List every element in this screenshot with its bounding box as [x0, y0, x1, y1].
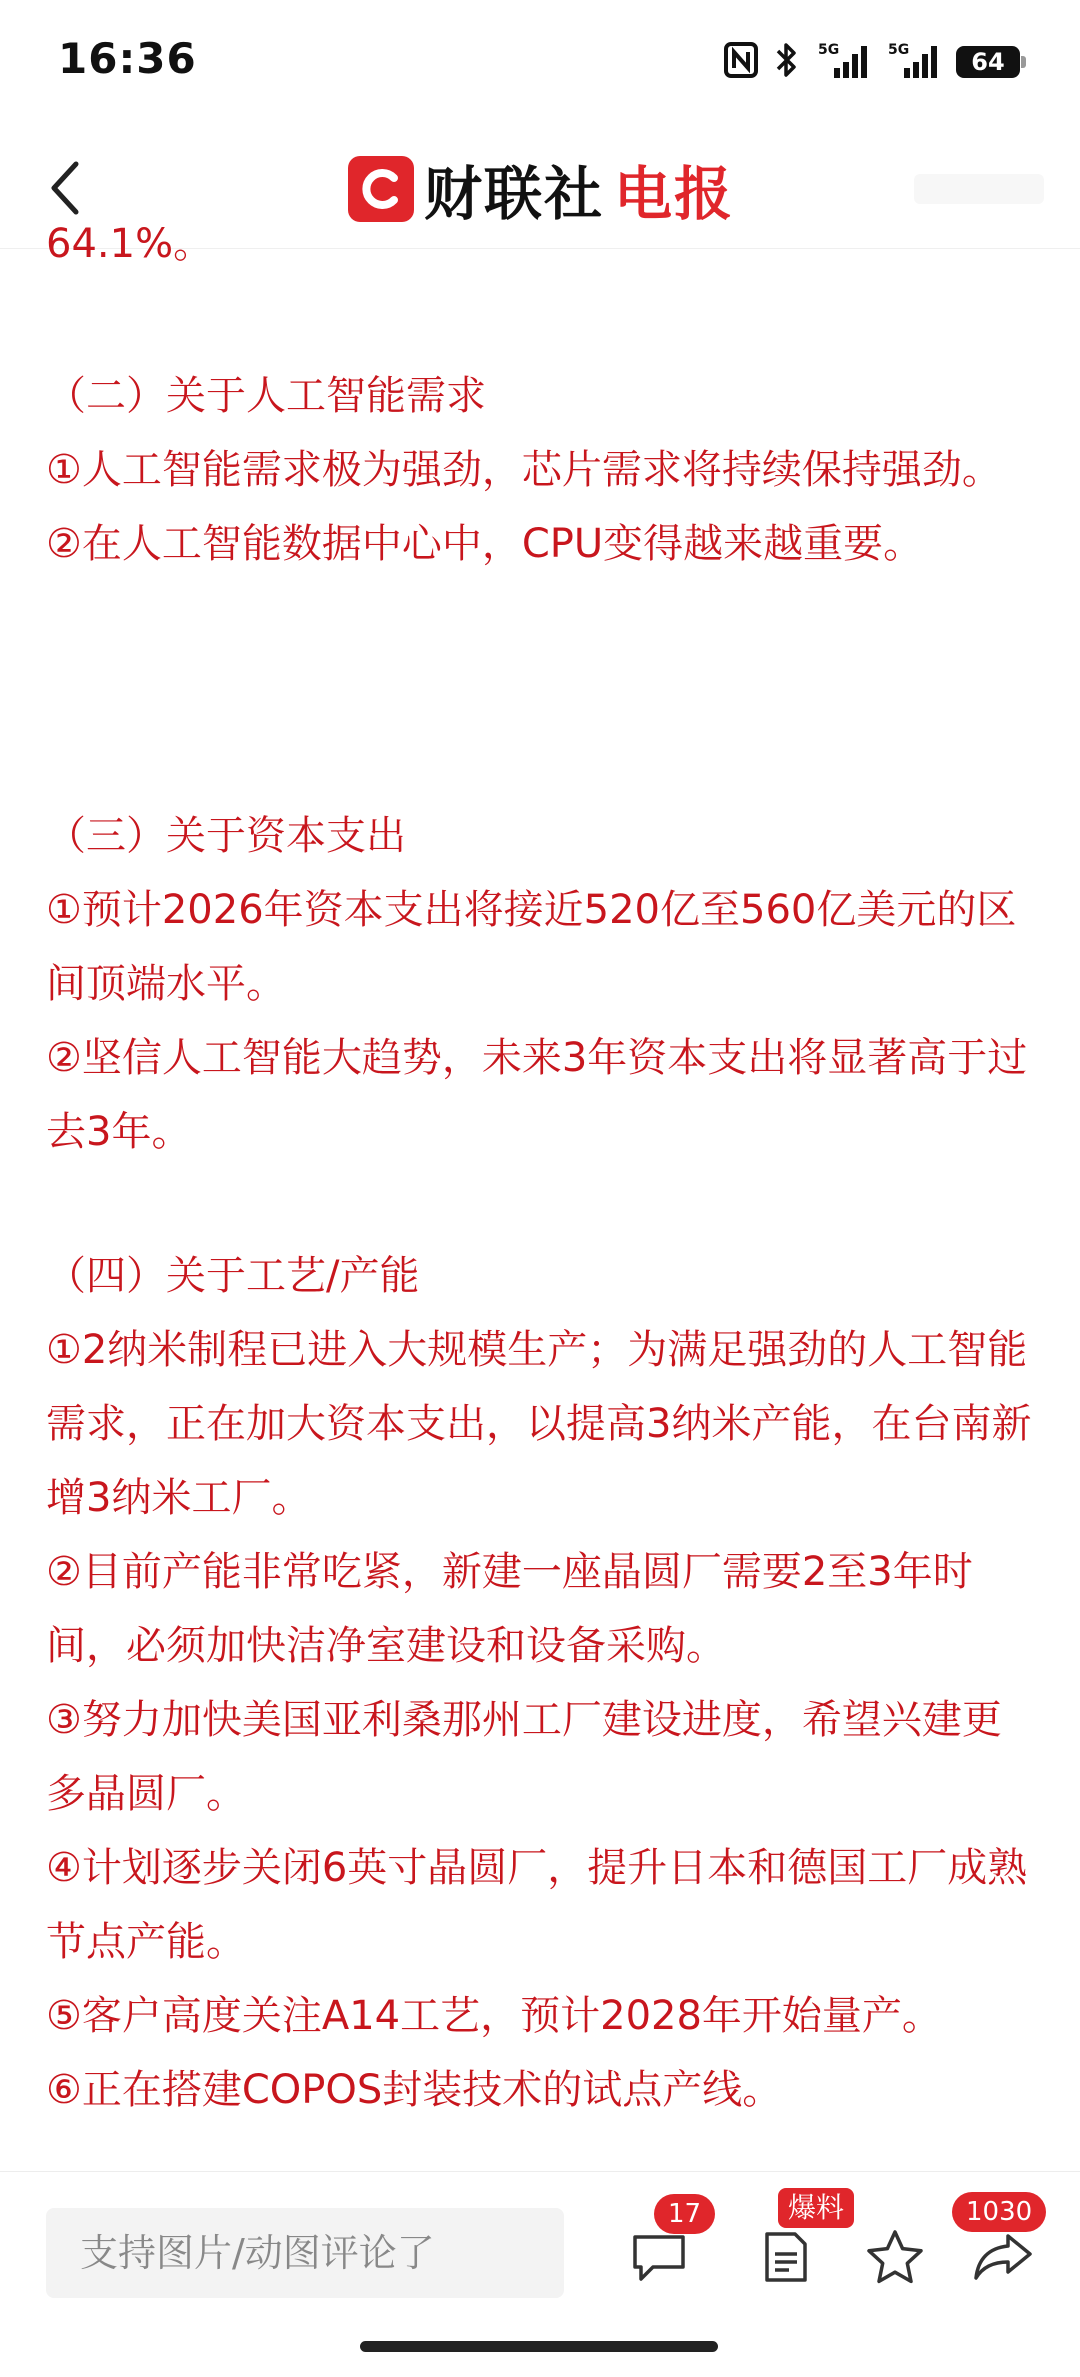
section-item: ①预计2026年资本支出将接近520亿至560亿美元的区间顶端水平。: [46, 887, 1017, 1007]
comment-icon: [629, 2229, 689, 2285]
section-item: ⑥正在搭建COPOS封装技术的试点产线。: [46, 2067, 783, 2113]
section-item: ②坚信人工智能大趋势，未来3年资本支出将显著高于过去3年。: [46, 1035, 1028, 1155]
section-heading: （四）关于工艺/产能: [46, 1253, 420, 1299]
app-logo: [348, 152, 734, 226]
article-section: [46, 799, 1036, 1169]
document-icon: [759, 2228, 811, 2286]
share-count-badge: 1030: [952, 2192, 1046, 2232]
report-button[interactable]: [740, 2191, 845, 2302]
section-item: ⑤客户高度关注A14工艺，预计2028年开始量产。: [46, 1993, 942, 2039]
section-item: ①人工智能需求极为强劲，芯片需求将持续保持强劲。: [46, 447, 1002, 493]
status-icons: [724, 40, 1020, 84]
signal-label: 5G: [818, 42, 840, 58]
report-tag-badge: 爆料: [778, 2188, 854, 2228]
partial-text-line: 64.1%。: [46, 221, 214, 267]
share-button[interactable]: [958, 2197, 1048, 2302]
signal-label: 5G: [888, 42, 910, 58]
section-item: ④计划逐步关闭6英寸晶圆厂，提升日本和德国工厂成熟节点产能。: [46, 1845, 1028, 1965]
section-heading: （二）关于人工智能需求: [46, 373, 486, 419]
favorite-button[interactable]: [850, 2212, 940, 2302]
comment-input[interactable]: 支持图片/动图评论了: [46, 2208, 564, 2298]
article-section: [46, 359, 1036, 581]
header-right-area: [914, 174, 1044, 204]
home-indicator[interactable]: [360, 2341, 718, 2352]
signal-5g-icon: [886, 40, 940, 84]
section-item: ②目前产能非常吃紧，新建一座晶圆厂需要2至3年时间，必须加快洁净室建设和设备采购。: [46, 1549, 973, 1669]
article-section: [46, 1239, 1036, 2127]
status-bar: [0, 0, 1080, 130]
section-heading: （三）关于资本支出: [46, 813, 406, 859]
section-item: ①2纳米制程已进入大规模生产；为满足强劲的人工智能需求，正在加大资本支出，以提高3纳米产能，在台南新增3纳米工厂。: [46, 1327, 1032, 1521]
share-icon: [972, 2230, 1034, 2284]
nfc-icon: [724, 42, 758, 82]
comment-button[interactable]: [614, 2199, 704, 2302]
logo-text-suffix: 电报: [614, 160, 735, 228]
logo-mark-icon: [348, 156, 414, 222]
comment-count-badge: 17: [654, 2194, 715, 2234]
article-body: [0, 221, 1080, 2171]
bluetooth-icon: [774, 41, 800, 83]
section-item: ②在人工智能数据中心中，CPU变得越来越重要。: [46, 521, 924, 567]
star-icon: [865, 2228, 925, 2286]
battery-icon: 64: [956, 46, 1020, 78]
section-item: ③努力加快美国亚利桑那州工厂建设进度，希望兴建更多晶圆厂。: [46, 1697, 1002, 1817]
status-time: 16:36: [58, 34, 197, 83]
logo-text-prefix: 财联社: [424, 160, 605, 228]
signal-5g-icon: [816, 40, 870, 84]
